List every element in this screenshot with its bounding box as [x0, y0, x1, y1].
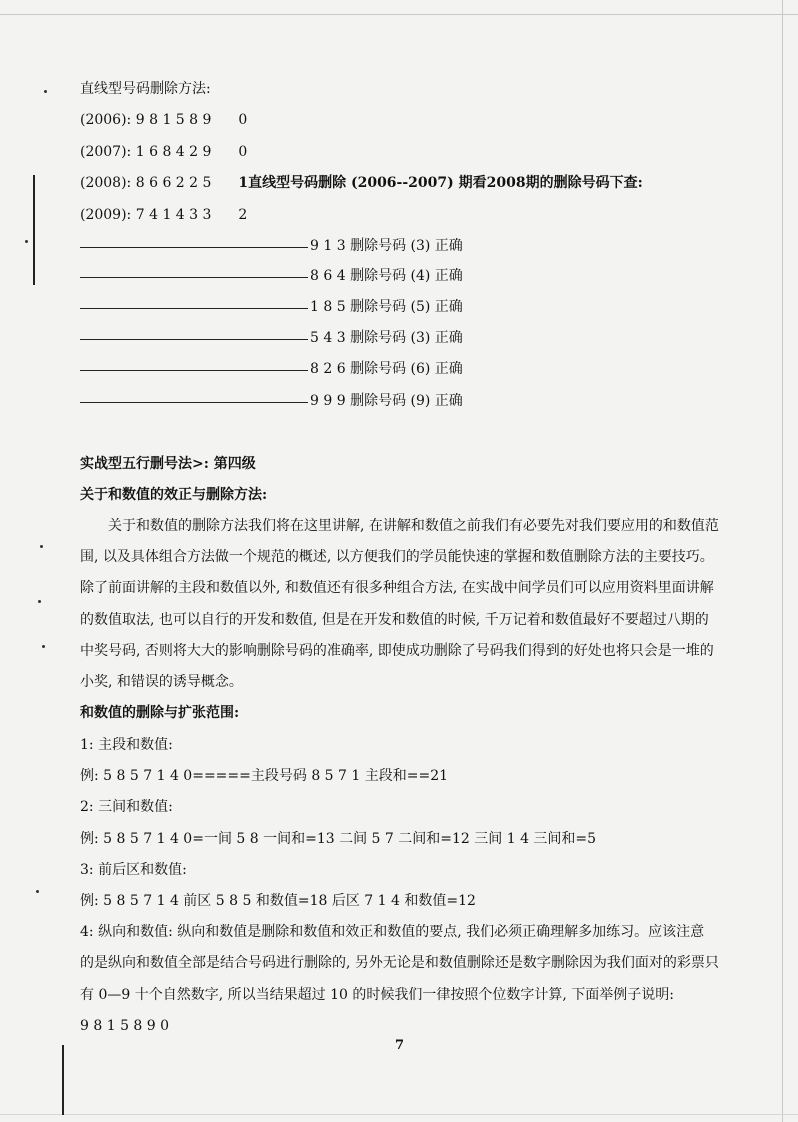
row-extra: 0: [238, 112, 248, 128]
dash-row: [80, 236, 463, 256]
page-number: 7: [395, 1038, 405, 1053]
dash-row: [80, 359, 463, 379]
dash-row: [80, 328, 463, 348]
paragraph-line: 围, 以及具体组合方法做一个规范的概述, 以方便我们的学员能快速的掌握和数值删除方法的主要技巧。: [80, 549, 714, 565]
scan-speck: [42, 645, 45, 648]
row-digits: 8 6 6 2 2 5: [135, 175, 212, 191]
dash-row-text: 1 8 5 删除号码 (5) 正确: [310, 299, 463, 315]
paragraph-line: 中奖号码, 否则将大大的影响删除号码的准确率, 即使成功删除了号码我们得到的好处也将只会是一堆的: [80, 643, 714, 659]
row-extra: 0: [238, 144, 248, 160]
row-2008: [80, 173, 643, 193]
dash-row-text: 8 6 4 删除号码 (4) 正确: [310, 268, 463, 284]
item-example: 例: 5 8 5 7 1 4 0=====主段号码 8 5 7 1 主段和==21: [80, 768, 449, 784]
paragraph-line: 的数值取法, 也可以自行的开发和数值, 但是在开发和数值的时候, 千万记着和数值最好不要超过八期的: [80, 612, 709, 628]
section-subtitle: 关于和数值的效正与删除方法:: [80, 487, 268, 503]
dash-row-text: 5 4 3 删除号码 (3) 正确: [310, 330, 463, 346]
row-extra: 1直线型号码删除 (2006--2007) 期看2008期的删除号码下查:: [238, 175, 643, 191]
item4-line: 有 0—9 十个自然数字, 所以当结果超过 10 的时候我们一律按照个位数字计算, 下面举例子说明:: [80, 987, 674, 1003]
scan-speck: [38, 600, 41, 603]
row-digits: 9 8 1 5 8 9: [135, 112, 212, 128]
row-digits: 1 6 8 4 2 9: [135, 144, 212, 160]
row-extra: 2: [238, 207, 248, 223]
example-digits: 9 8 1 5 8 9 0: [80, 1018, 170, 1034]
dash-row-text: 8 2 6 删除号码 (6) 正确: [310, 361, 463, 377]
dash-row: [80, 391, 463, 411]
paragraph-line: 除了前面讲解的主段和数值以外, 和数值还有很多种组合方法, 在实战中间学员们可以应用资料里面讲解: [80, 580, 714, 596]
scan-edge-top: [0, 14, 798, 15]
scan-speck: [25, 240, 28, 243]
scan-speck: [40, 545, 43, 548]
row-label: (2006):: [80, 112, 132, 128]
row-2009: [80, 205, 247, 225]
range-title: 和数值的删除与扩张范围:: [80, 705, 240, 721]
row-label: (2007):: [80, 144, 132, 160]
dash-row: [80, 266, 463, 286]
row-label: (2008):: [80, 175, 132, 191]
item4-line: 4: 纵向和数值: 纵向和数值是删除和数值和效正和数值的要点, 我们必须正确理解多加练习。应该注意: [80, 924, 705, 940]
item-title: 2: 三间和数值:: [80, 799, 173, 815]
heading-linear-deletion: 直线型号码删除方法:: [80, 81, 211, 97]
row-digits: 7 4 1 4 3 3: [135, 207, 212, 223]
dash-row-text: 9 9 9 删除号码 (9) 正确: [310, 393, 463, 409]
row-2006: [80, 110, 247, 130]
binding-mark-bottom: [62, 1045, 64, 1115]
dash-row: [80, 297, 463, 317]
scan-edge-bottom: [0, 1114, 798, 1115]
dash-row-text: 9 1 3 删除号码 (3) 正确: [310, 238, 463, 254]
row-label: (2009):: [80, 207, 132, 223]
scan-speck: [36, 890, 39, 893]
scan-edge-right: [782, 0, 783, 1122]
paragraph-line: 关于和数值的删除方法我们将在这里讲解, 在讲解和数值之前我们有必要先对我们要应用的和数值范: [108, 518, 719, 534]
item-title: 3: 前后区和数值:: [80, 862, 187, 878]
item-title: 1: 主段和数值:: [80, 737, 173, 753]
section-title: 实战型五行删号法>: 第四级: [80, 456, 256, 472]
item-example: 例: 5 8 5 7 1 4 0=一间 5 8 一间和=13 二间 5 7 二间和=12 三间 1 4 三间和=5: [80, 831, 597, 847]
scan-speck: [44, 90, 47, 93]
paragraph-line: 小奖, 和错误的诱导概念。: [80, 674, 243, 690]
item-example: 例: 5 8 5 7 1 4 前区 5 8 5 和数值=18 后区 7 1 4 和数值=12: [80, 893, 476, 909]
row-2007: [80, 142, 247, 162]
binding-mark: [33, 175, 35, 285]
item4-line: 的是纵向和数值全部是结合号码进行删除的, 另外无论是和数值删除还是数字删除因为我们面对的彩票只: [80, 955, 719, 971]
